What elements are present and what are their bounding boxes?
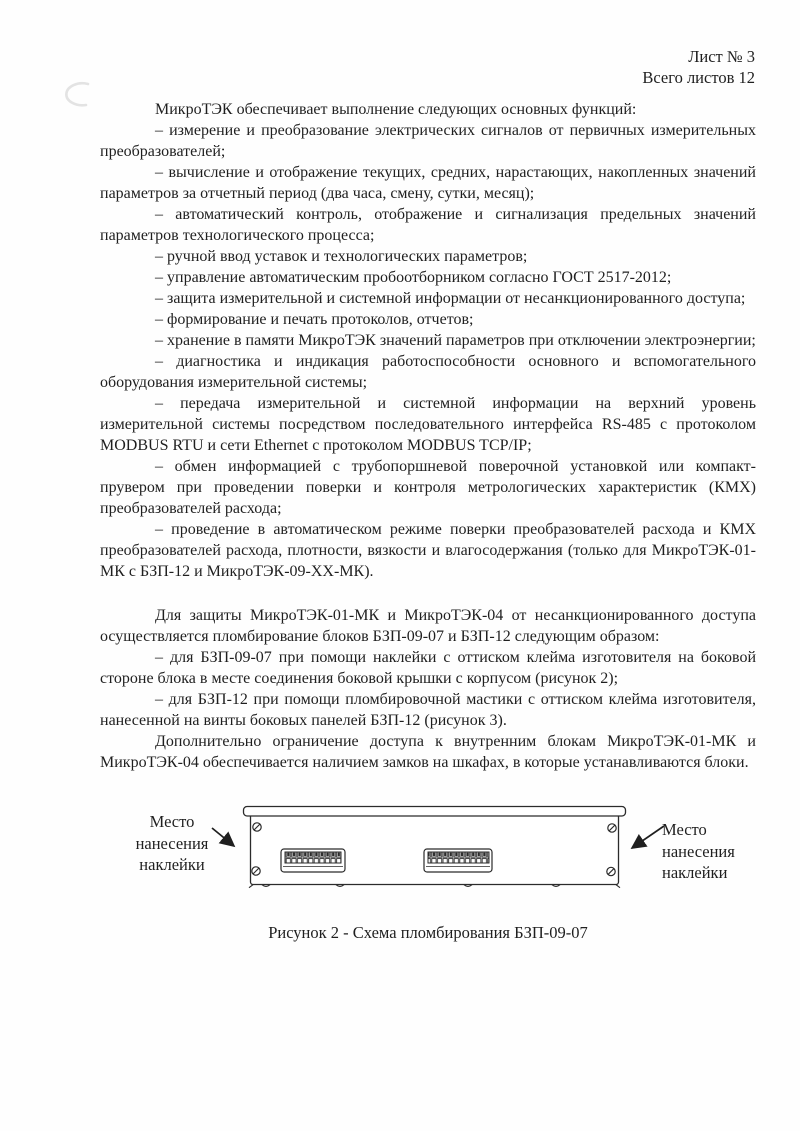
sheet-number: Лист № 3	[688, 47, 755, 66]
list-item-verification: – проведение в автоматическом режиме поверки преобразователей расхода и КМХ преобразователей расхода, плотности, вязкости и влагосодержания (только для МикроТЭК-01-МК с БЗП-12 и МикроТЭК-09-ХХ-МК).	[100, 521, 756, 580]
list-item-sampler: – управление автоматическим пробоотборником согласно ГОСТ 2517-2012;	[155, 269, 672, 286]
total-sheets: Всего листов 12	[642, 68, 755, 87]
document-body	[100, 99, 756, 773]
list-item-bzp-12: – для БЗП-12 при помощи пломбировочной мастики с оттиском клейма изготовителя, нанесенной на винты боковых панелей БЗП-12 (рисунок 3).	[100, 691, 756, 729]
list-item-storage: – хранение в памяти МикроТЭК значений параметров при отключении электроэнергии;	[155, 332, 756, 349]
terminal-block	[281, 849, 345, 872]
list-item-manual-input: – ручной ввод уставок и технологических параметров;	[155, 248, 528, 265]
screw-icon	[607, 867, 615, 875]
device-drawing	[198, 790, 670, 902]
list-item-prover-exchange: – обмен информацией с трубопоршневой поверочной установкой или компакт-прувером при проведении поверки и контроля метрологических характеристик (КМХ) преобразователей расхода;	[100, 458, 756, 517]
list-item-transmission: – передача измерительной и системной информации на верхний уровень измерительной системы посредством последовательного интерфейса RS-485 с протоколом MODBUS RTU и сети Ethernet с протоколом MODBUS TCP/IP;	[100, 395, 756, 454]
screw-icon	[608, 824, 616, 832]
list-item-computation: – вычисление и отображение текущих, средних, нарастающих, накопленных значений параметров за отчетный период (два часа, смену, сутки, месяц);	[100, 164, 756, 202]
device-lid	[244, 807, 626, 817]
page-header	[642, 46, 755, 88]
list-item-reports: – формирование и печать протоколов, отчетов;	[155, 311, 474, 328]
figure-label-left: Место нанесения наклейки	[135, 812, 209, 874]
list-item-measurement: – измерение и преобразование электрических сигналов от первичных измерительных преобразователей;	[100, 122, 756, 160]
device-feet	[249, 885, 620, 888]
screw-icon	[252, 867, 260, 875]
terminal-block	[424, 849, 492, 872]
para-functions-intro: МикроТЭК обеспечивает выполнение следующих основных функций:	[155, 101, 637, 118]
arrow-right-icon	[632, 826, 664, 848]
para-sealing-intro: Для защиты МикроТЭК-01-МК и МикроТЭК-04 от несанкционированного доступа осуществляется пломбирование блоков БЗП-09-07 и БЗП-12 следующим образом:	[100, 607, 756, 645]
screw-icon	[253, 823, 261, 831]
list-item-protection: – защита измерительной и системной информации от несанкционированного доступа;	[155, 290, 746, 307]
list-item-bzp-09-07: – для БЗП-09-07 при помощи наклейки с оттиском клейма изготовителя на боковой стороне блока в месте соединения боковой крышки с корпусом (рисунок 2);	[100, 649, 756, 687]
figure-caption: Рисунок 2 - Схема пломбирования БЗП-09-07	[268, 923, 588, 942]
scan-artifact-mark	[52, 78, 94, 112]
para-additional-access: Дополнительно ограничение доступа к внутренним блокам МикроТЭК-01-МК и МикроТЭК-04 обеспечивается наличием замков на шкафах, в которые устанавливаются блоки.	[100, 733, 756, 771]
list-item-diagnostics: – диагностика и индикация работоспособности основного и вспомогательного оборудования измерительной системы;	[100, 353, 756, 391]
list-item-auto-control: – автоматический контроль, отображение и сигнализация предельных значений параметров технологического процесса;	[100, 206, 756, 244]
figure-label-right: Место нанесения наклейки	[662, 820, 735, 882]
